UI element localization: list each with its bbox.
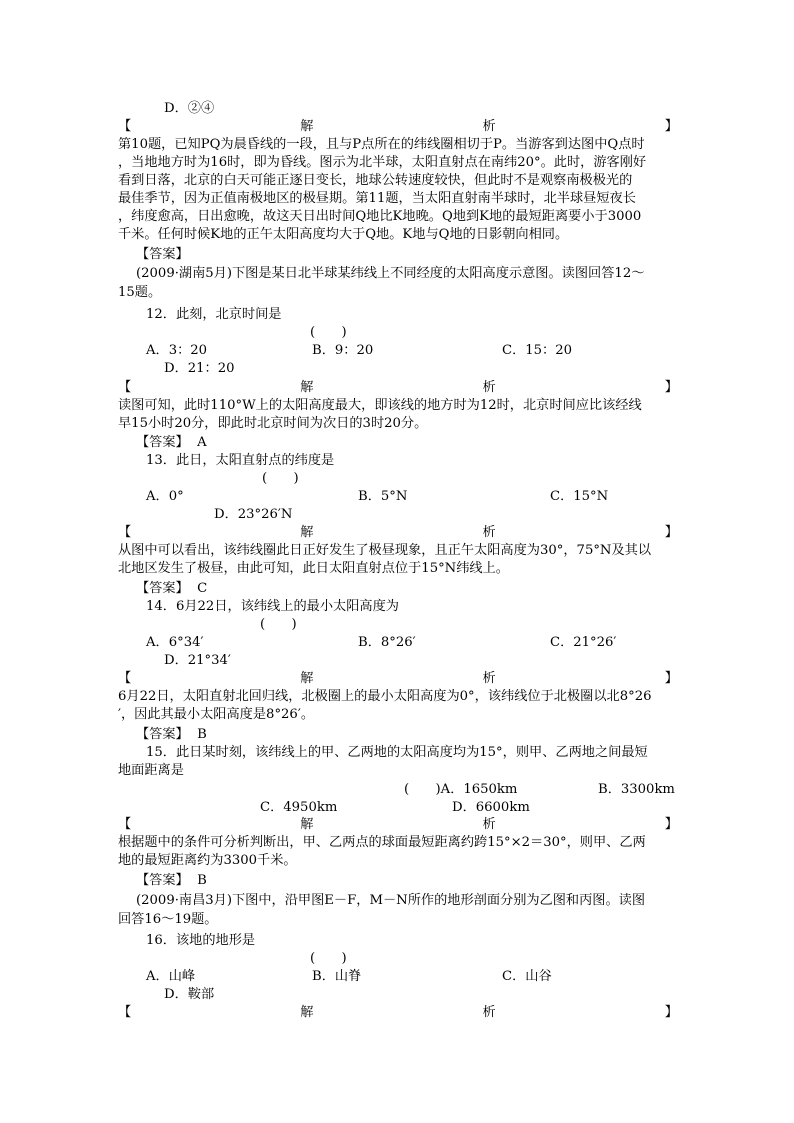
- analysis-line: 北地区发生了极昼，由此可知，此日太阳直射点位于15°N纬线上。: [118, 561, 509, 576]
- analysis-line: 6月22日，太阳直射北回归线，北极圈上的最小太阳高度为0°，该纬线位于北极圈以北8°26: [118, 689, 652, 704]
- analysis-line: ，当地地方时为16时，即为昏线。图示为北半球，太阳直射点在南纬20°。此时，游客刚好: [118, 155, 647, 170]
- option-d: D．6600km: [452, 800, 530, 815]
- analysis-line: ′，因此其最小太阳高度是8°26′。: [118, 707, 315, 722]
- question-stem: 地面距离是: [118, 763, 184, 778]
- option-d: D．鞍部: [164, 987, 215, 1002]
- option-b: B．山脊: [312, 969, 362, 984]
- question-intro: (2009·湖南5月)下图是某日北半球某纬线上不同经度的太阳高度示意图。读图回答12～: [136, 266, 645, 281]
- analysis-header: 【 解 析 】: [118, 671, 678, 686]
- option-b: B．9：20: [312, 343, 374, 358]
- option-c: C．4950km: [260, 800, 338, 815]
- question-intro: 15题。: [118, 285, 162, 300]
- analysis-header: 【 解 析 】: [118, 119, 678, 134]
- analysis-line: 千米。任何时候K地的正午太阳高度均大于Q地。K地与Q地的日影朝向相同。: [118, 227, 569, 242]
- question-stem: 12．此刻，北京时间是: [146, 307, 282, 322]
- option-b: B．3300km: [598, 782, 675, 797]
- question-stem: 16．该地的地形是: [146, 933, 256, 948]
- question-stem: 13．此日，太阳直射点的纬度是: [146, 453, 335, 468]
- answer-paren: ( ): [310, 951, 347, 966]
- option-d: D．21：20: [164, 361, 235, 376]
- question-intro: (2009·南昌3月)下图中，沿甲图E－F，M－N所作的地形剖面分别为乙图和丙图。读图: [136, 893, 646, 908]
- option-c: C．15：20: [502, 343, 573, 358]
- option-c: C．15°N: [550, 489, 609, 504]
- analysis-line: 地的最短距离约为3300千米。: [118, 853, 297, 868]
- option-d: D．②④: [164, 101, 215, 116]
- question-stem: 14．6月22日，该纬线上的最小太阳高度为: [146, 599, 399, 614]
- option-b: B．5°N: [358, 489, 408, 504]
- option-a: A．6°34′: [146, 635, 204, 650]
- analysis-line: 读图可知，此时110°W上的太阳高度最大，即该线的地方时为12时，北京时间应比该经线: [118, 398, 642, 413]
- analysis-line: 看到日落，北京的白天可能正逐日变长，地球公转速度较快，但此时不是观察南极极光的: [118, 173, 633, 188]
- analysis-line: 早15小时20分，即此时北京时间为次日的3时20分。: [118, 416, 428, 431]
- option-d: D．23°26′N: [214, 507, 293, 522]
- option-d: D．21°34′: [164, 653, 231, 668]
- answer-paren: ( ): [310, 325, 347, 340]
- analysis-header: 【 解 析 】: [118, 1005, 678, 1020]
- analysis-header: 【 解 析 】: [118, 817, 678, 832]
- option-c: C．山谷: [502, 969, 552, 984]
- question-stem: 15．此日某时刻，该纬线上的甲、乙两地的太阳高度均为15°，则甲、乙两地之间最短: [146, 745, 648, 760]
- option-a: A．3：20: [146, 343, 208, 358]
- option-a: A．0°: [146, 489, 184, 504]
- answer-paren: ( ): [260, 617, 297, 632]
- answer-line: 【答案】 C: [136, 581, 208, 596]
- analysis-line: 最佳季节，因为正值南极地区的极昼期。第11题，当太阳直射南半球时，北半球昼短夜长: [118, 191, 636, 206]
- analysis-line: 第10题，已知PQ为晨昏线的一段，且与P点所在的纬线圈相切于P。当游客到达图中Q点时: [118, 137, 645, 152]
- analysis-line: ，纬度愈高，日出愈晚，故这天日出时间Q地比K地晚。Q地到K地的最短距离要小于3000: [118, 209, 642, 224]
- answer-paren: ( ): [262, 471, 299, 486]
- answer-label: 【答案】: [136, 247, 189, 262]
- option-b: B．8°26′: [358, 635, 416, 650]
- analysis-header: 【 解 析 】: [118, 525, 678, 540]
- answer-line: 【答案】 B: [136, 873, 207, 888]
- question-intro: 回答16～19题。: [118, 912, 218, 927]
- answer-line: 【答案】 A: [136, 435, 207, 450]
- analysis-line: 根据题中的条件可分析判断出，甲、乙两点的球面最短距离约跨15°×2＝30°，则甲、乙两: [118, 835, 646, 850]
- option-a: A．山峰: [146, 969, 196, 984]
- option-a: ( )A．1650km: [404, 782, 518, 797]
- analysis-header: 【 解 析 】: [118, 380, 678, 395]
- option-c: C．21°26′: [550, 635, 617, 650]
- analysis-line: 从图中可以看出，该纬线圈此日正好发生了极昼现象，且正午太阳高度为30°，75°N及其以: [118, 543, 652, 558]
- answer-line: 【答案】 B: [136, 727, 207, 742]
